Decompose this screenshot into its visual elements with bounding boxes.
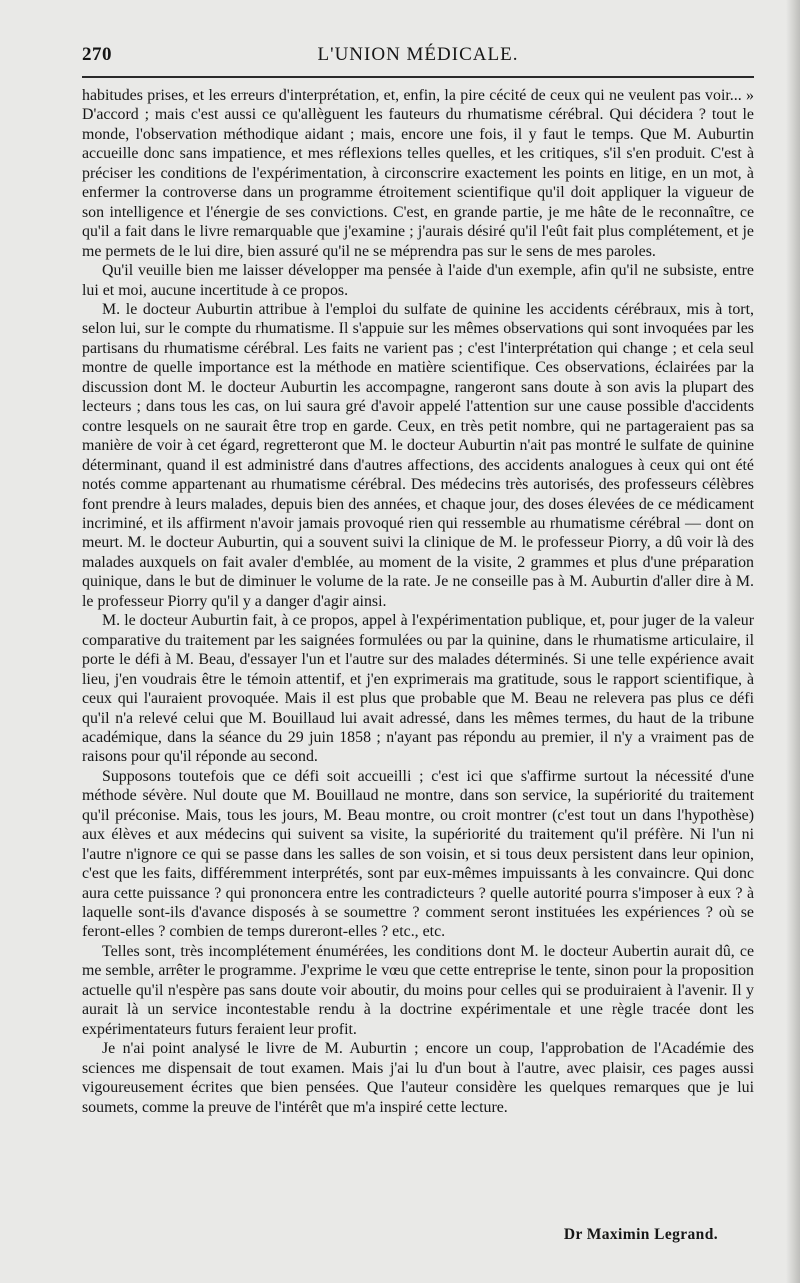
paragraph-4: M. le docteur Auburtin fait, à ce propos, appel à l'expérimentation publique, et, pour juger de la valeur comparative du traitement par les saignées formulées ou par la quinine, dans le rhumatisme articulaire, il porte le défi à M. Beau, d'essayer l'un et l'autre sur des malades déterminés. Si une telle expérience avait lieu, j'en voudrais être le témoin attentif, et j'en exprimerais ma gratitude, sous le rapport scientifique, à ceux qui l'auraient provoquée. Mais il est plus que probable que M. Beau ne relevera pas plus ce défi qu'il n'a relevé celui que M. Bouillaud lui avait adressé, dans les mêmes termes, du haut de la tribune académique, dans la séance du 29 juin 1858 ; n'ayant pas répondu au premier, il n'y a vraiment pas de raisons pour qu'il réponde au second. <box>82 612 754 766</box>
paragraph-6: Telles sont, très incomplétement énumérées, les conditions dont M. le docteur Aubertin aurait dû, ce me semble, arrêter le programme. J'exprime le vœu que cette entreprise le tente, sinon pour la proposition actuelle qu'il n'espère pas sans doute voir aboutir, du moins pour celles qui se produiraient à l'avenir. Il y aurait là un service incontestable rendu à la doctrine expérimentale et une règle tracée dont les expérimentateurs futurs feraient leur profit. <box>82 942 754 1038</box>
paragraph-2: Qu'il veuille bien me laisser développer ma pensée à l'aide d'un exemple, afin qu'il ne subsiste, entre lui et moi, aucune incertitude à ce propos. <box>82 262 754 299</box>
author-signature: Dr Maximin Legrand. <box>563 1226 718 1243</box>
paragraph-3: M. le docteur Auburtin attribue à l'emploi du sulfate de quinine les accidents cérébraux, mis à tort, selon lui, sur le compte du rhumatisme. Il s'appuie sur les mêmes observations qui sont invoquées par les partisans du rhumatisme cérébral. Les faits ne varient pas ; c'est l'interprétation qui change ; et cela seul montre de quelle importance est la méthode en matière scientifique. Ces observations, éclairées par la discussion dont M. le docteur Auburtin les accompagne, rangeront sans doute à son avis la plupart des lecteurs ; dans tous les cas, on lui saura gré d'avoir appelé l'attention sur une cause possible d'accidents contre lesquels on ne saurait être trop en garde. Ceux, en très petit nombre, qui ne partageraient pas sa manière de voir à cet égard, regretteront que M. le docteur Auburtin n'ait pas montré le sulfate de quinine déterminant, quand il est administré dans d'autres affections, des accidents analogues à ceux qui ont été notés comme appartenant au rhumatisme cérébral. Des médecins très autorisés, des professeurs célèbres font prendre à leurs malades, depuis bien des années, et chaque jour, des doses élevées de ce médicament incriminé, et ils affirment n'avoir jamais provoqué rien qui ressemble au rhumatisme cérébral — dont on meurt. M. le docteur Auburtin, qui a souvent suivi la clinique de M. le professeur Piorry, a dû voir là des malades auxquels on fait avaler d'emblée, au moment de la visite, 2 grammes et plus d'une préparation quinique, dans le but de diminuer le volume de la rate. Je ne conseille pas à M. Auburtin d'aller dire à M. le professeur Piorry qu'il y a danger d'agir ainsi. <box>82 300 754 610</box>
page-edge-shadow <box>786 0 800 1283</box>
paragraph-1: habitudes prises, et les erreurs d'interprétation, et, enfin, la pire cécité de ceux qui ne veulent pas voir... » D'accord ; mais c'est aussi ce qu'allèguent les fauteurs du rhumatisme cérébral. Qui décidera ? tout le monde, l'observation méthodique aidant ; mais, encore une fois, il y faut le temps. Que M. Auburtin accueille donc sans impatience, et mes réflexions telles quelles, et les critiques, s'il s'en produit. C'est à préciser les conditions de l'expérimentation, à circonscrire exactement les points en litige, en un mot, à enfermer la controverse dans un programme étroitement scientifique qu'il doit appliquer la vigueur de son intelligence et l'énergie de ses convictions. C'est, en grande partie, je me hâte de le reconnaître, ce qu'il a fait dans le livre remarquable que j'examine ; j'aurais désiré qu'il l'eût fait plus complétement, et je me permets de le lui dire, bien assuré qu'il ne se méprendra pas sur le sens de mes paroles. <box>82 87 754 260</box>
paragraph-7: Je n'ai point analysé le livre de M. Auburtin ; encore un coup, l'approbation de l'Académie des sciences me dispensait de tout examen. Mais j'ai lu d'un bout à l'autre, avec plaisir, ces pages aussi vigoureusement écrites que bien pensées. Que l'auteur considère les quelques remarques que je lui soumets, comme la preuve de l'intérêt que m'a inspiré cette lecture. <box>82 1040 754 1116</box>
paragraph-5: Supposons toutefois que ce défi soit accueilli ; c'est ici que s'affirme surtout la nécessité d'une méthode sévère. Nul doute que M. Bouillaud ne montre, dans son service, la supériorité du traitement qu'il préconise. Mais, tous les jours, M. Beau montre, ou croit montrer (c'est tout un dans l'hypothèse) aux élèves et aux médecins qui suivent sa visite, la supériorité du traitement qu'il préfère. Ni l'un ni l'autre n'ignore ce qui se passe dans les salles de son voisin, et si tous deux persistent dans leur opinion, c'est que les faits, différemment interprétés, sont par eux-mêmes impuissants à les convaincre. Qui donc aura cette puissance ? qui prononcera entre les contradicteurs ? quelle autorité pourra s'imposer à eux ? à laquelle sont-ils d'avance disposés à se soumettre ? comment seront instituées les expériences ? où se feront-elles ? combien de temps dureront-elles ? etc., etc. <box>82 767 754 941</box>
page-header <box>82 44 754 70</box>
header-rule <box>82 76 754 78</box>
article-body <box>82 86 754 1117</box>
journal-title: L'UNION MÉDICALE. <box>317 44 519 65</box>
page-number: 270 <box>82 44 112 65</box>
